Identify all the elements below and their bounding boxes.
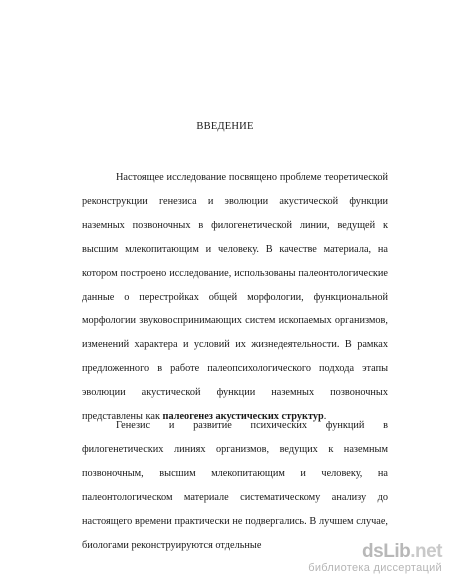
paragraph-text: Генезис и развитие психических функций в филогенетических линиях организмов, ведущих к наземным позвоночным, высшим млекопитающим и человеку, на палеонтологическом материале систематическому анализу до настоящего времени практически не подвергались. В лучшем случае, биологами реконструируются отдельные [82, 420, 388, 551]
document-title: ВВЕДЕНИЕ [196, 121, 254, 132]
paragraph-genesis [82, 414, 388, 557]
paragraph-introduction [82, 166, 388, 429]
emphasized-term: палеогенез акустических структур [162, 411, 324, 423]
watermark-logo [308, 542, 442, 562]
watermark-logo-name: dsLib [362, 541, 411, 562]
watermark-logo-tld: .net [410, 541, 442, 562]
paragraph-text: Настоящее исследование посвящено проблеме теоретической реконструкции генезиса и эволюции акустической функции наземных позвоночных в филогенетической линии, ведущей к высшим млекопитающим и человеку. В качестве материала, на котором построено исследование, использованы палеонтологические данные о перестройках общей морфологии, функциональной морфологии звуковоспринимающих систем ископаемых организмов, изменений характера и условий их жизнедеятельности. В рамках предложенного в работе палеопсихологического подхода этапы эволюции акустической функции наземных позвоночных представлены как [82, 172, 388, 423]
watermark-subtitle: библиотека диссертаций [308, 562, 442, 574]
paragraph-end: . [323, 411, 327, 423]
dslib-watermark [308, 542, 442, 575]
